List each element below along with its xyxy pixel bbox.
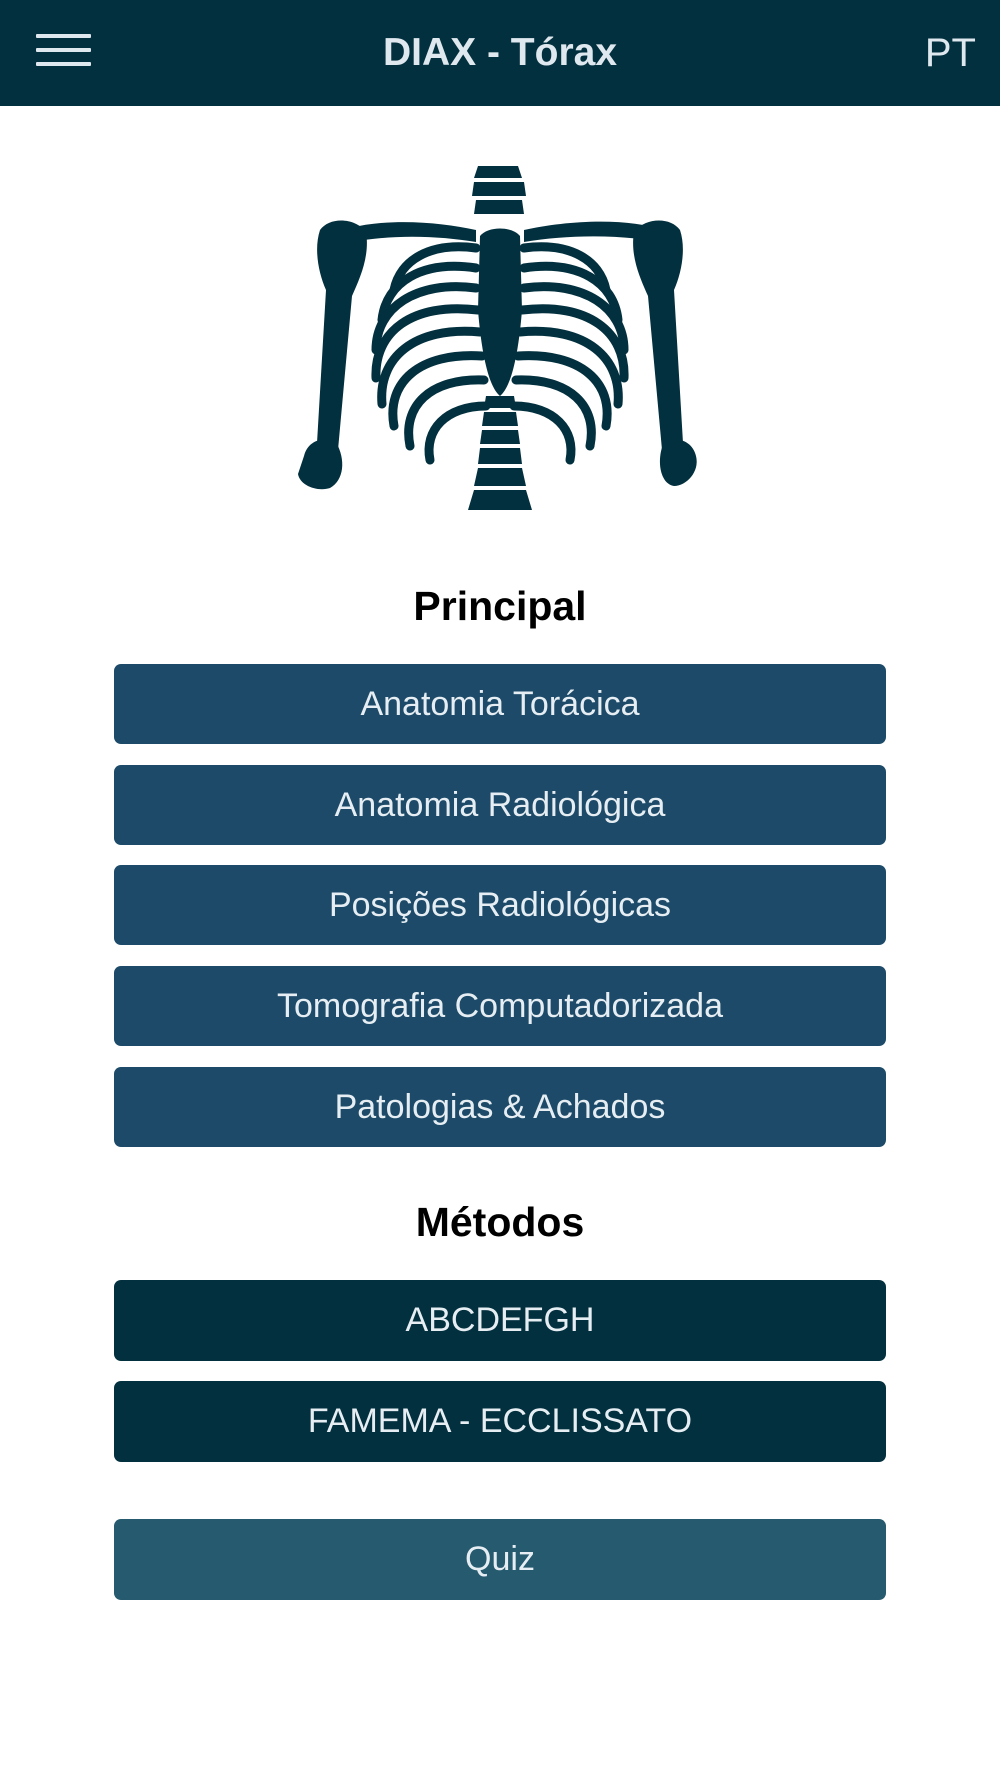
menu-line [36,62,91,66]
humerus-left [316,220,367,461]
anatomia-radiologica-button[interactable]: Anatomia Radiológica [114,765,886,845]
clavicle-right [524,222,648,242]
thorax-skeleton-illustration [290,160,710,512]
anatomia-toracica-button[interactable]: Anatomia Torácica [114,664,886,744]
abcdefgh-button[interactable]: ABCDEFGH [114,1280,886,1361]
section-title-principal: Principal [413,583,587,629]
menu-line [36,34,91,38]
clavicle-left [350,222,476,242]
humerus-left-lower [298,439,342,489]
app-title: DIAX - Tórax [382,31,618,74]
spine [468,396,532,510]
language-selector[interactable]: PT [924,31,976,75]
rib-right [514,406,571,460]
rib-left [429,406,486,460]
hamburger-menu-icon[interactable] [30,28,100,78]
humerus-right [633,220,684,461]
sternum [478,229,522,397]
top-app-bar [0,0,1000,106]
humerus-right-lower [660,439,697,486]
famema-ecclissato-button[interactable]: FAMEMA - ECCLISSATO [114,1381,886,1462]
section-title-metodos: Métodos [415,1199,585,1245]
vertebra-top [474,166,522,178]
menu-line [36,48,91,52]
tomografia-computadorizada-button[interactable]: Tomografia Computadorizada [114,966,886,1046]
patologias-achados-button[interactable]: Patologias & Achados [114,1067,886,1147]
vertebra-top [472,182,526,196]
vertebra-top [474,200,524,214]
posicoes-radiologicas-button[interactable]: Posições Radiológicas [114,865,886,945]
quiz-button[interactable]: Quiz [114,1519,886,1600]
